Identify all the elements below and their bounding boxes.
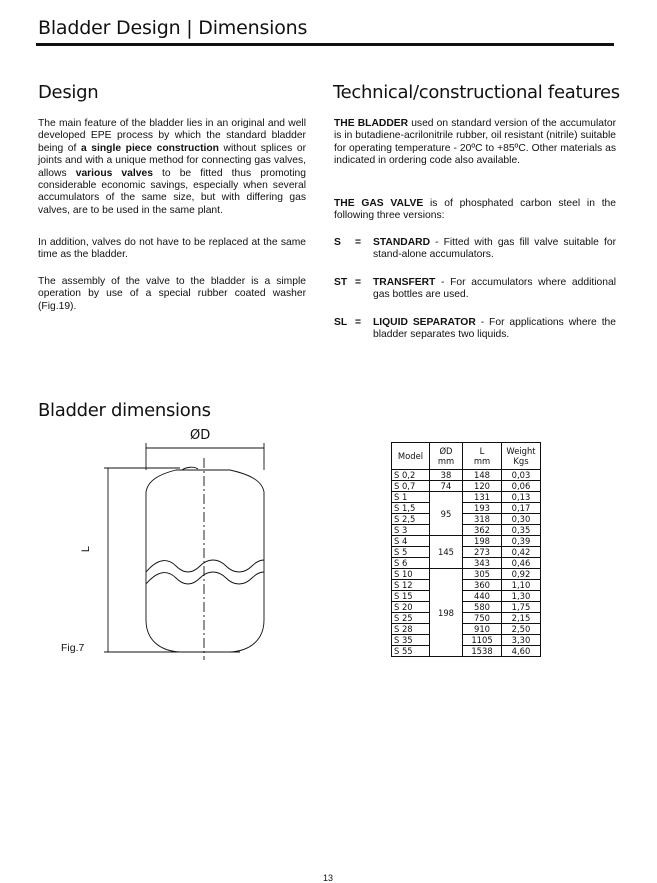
cell-weight: 0,42	[502, 547, 541, 558]
header-model: Model	[392, 443, 430, 470]
cell-weight: 4,60	[502, 646, 541, 657]
cell-weight: 2,50	[502, 624, 541, 635]
design-paragraph-1: The main feature of the bladder lies in an original and well developed EPE process by which the standard bladder being of a single piece construction without splices or joints and with a unique method for connecting gas valves, allows various valves to be fitted thus promoting considerable economic savings, especially when several accumulators of the same size, but with differing gas valves, are to be used in the same plant.	[38, 118, 307, 216]
cell-length: 120	[463, 481, 502, 492]
table-row	[392, 503, 541, 514]
cell-od: 198	[430, 569, 463, 657]
cell-model: S 35	[392, 635, 430, 646]
cell-length: 1538	[463, 646, 502, 657]
version-description: TRANSFERT - For accumulators where additional gas bottles are used.	[373, 277, 616, 301]
cell-length: 193	[463, 503, 502, 514]
cell-length: 198	[463, 536, 502, 547]
cell-model: S 0,7	[392, 481, 430, 492]
cell-length: 362	[463, 525, 502, 536]
dimensions-title: Bladder dimensions	[38, 400, 211, 421]
cell-model: S 5	[392, 547, 430, 558]
page-number: 13	[323, 873, 334, 883]
header-length: L mm	[463, 443, 502, 470]
cell-length: 580	[463, 602, 502, 613]
cell-weight: 1,30	[502, 591, 541, 602]
design-paragraph-3: The assembly of the valve to the bladder is a simple operation by use of a special rubber coated washer (Fig.19).	[38, 276, 306, 312]
cell-length: 305	[463, 569, 502, 580]
page-header-title: Bladder Design | Dimensions	[38, 17, 308, 39]
version-description: LIQUID SEPARATOR - For applications where the bladder separates two liquids.	[373, 317, 617, 341]
cell-length: 360	[463, 580, 502, 591]
cell-model: S 2,5	[392, 514, 430, 525]
cell-model: S 15	[392, 591, 430, 602]
table-row	[392, 602, 541, 613]
table-row	[392, 635, 541, 646]
table-row	[392, 492, 541, 503]
fold-line-lower	[146, 572, 264, 584]
features-title: Technical/constructional features	[333, 82, 620, 103]
cell-weight: 0,13	[502, 492, 541, 503]
cell-length: 1105	[463, 635, 502, 646]
cell-weight: 3,30	[502, 635, 541, 646]
cell-length: 131	[463, 492, 502, 503]
cell-length: 440	[463, 591, 502, 602]
cell-length: 273	[463, 547, 502, 558]
cell-model: S 25	[392, 613, 430, 624]
cell-model: S 12	[392, 580, 430, 591]
cell-model: S 6	[392, 558, 430, 569]
header-weight: Weight Kgs	[502, 443, 541, 470]
version-code: S	[334, 237, 341, 248]
cell-length: 750	[463, 613, 502, 624]
cell-weight: 0,92	[502, 569, 541, 580]
table-row	[392, 470, 541, 481]
design-title: Design	[38, 82, 99, 103]
cell-weight: 2,15	[502, 613, 541, 624]
cell-od: 95	[430, 492, 463, 536]
cell-weight: 0,03	[502, 470, 541, 481]
cell-weight: 0,35	[502, 525, 541, 536]
cell-model: S 55	[392, 646, 430, 657]
table-header-row	[392, 443, 541, 470]
cell-length: 148	[463, 470, 502, 481]
table-row	[392, 646, 541, 657]
cell-weight: 0,39	[502, 536, 541, 547]
cell-model: S 20	[392, 602, 430, 613]
table-row	[392, 580, 541, 591]
cell-length: 343	[463, 558, 502, 569]
cell-model: S 0,2	[392, 470, 430, 481]
version-equals: =	[355, 317, 362, 328]
table-row	[392, 613, 541, 624]
version-description: STANDARD - Fitted with gas fill valve suitable for stand-alone accumulators.	[373, 237, 616, 261]
cell-model: S 10	[392, 569, 430, 580]
cell-model: S 1,5	[392, 503, 430, 514]
version-code: ST	[334, 277, 348, 288]
cell-weight: 1,75	[502, 602, 541, 613]
cell-model: S 4	[392, 536, 430, 547]
figure-label: Fig.7	[61, 642, 85, 654]
version-equals: =	[355, 277, 362, 288]
table-row	[392, 591, 541, 602]
table-row	[392, 547, 541, 558]
cell-weight: 0,06	[502, 481, 541, 492]
cell-weight: 1,10	[502, 580, 541, 591]
version-code: SL	[334, 317, 348, 328]
table-row	[392, 558, 541, 569]
bladder-dimensions-table	[391, 442, 541, 657]
table-row	[392, 624, 541, 635]
table-row	[392, 481, 541, 492]
cell-od: 38	[430, 470, 463, 481]
cell-weight: 0,46	[502, 558, 541, 569]
header-od: ØD mm	[430, 443, 463, 470]
cell-length: 910	[463, 624, 502, 635]
cell-od: 74	[430, 481, 463, 492]
version-equals: =	[355, 237, 362, 248]
table-row	[392, 569, 541, 580]
features-paragraph-1: THE BLADDER used on standard version of the accumulator is in butadiene-acrilonitrile rubber, oil resistant (nitrile) suitable for operating temperature - 20ºC to +85ºC. Other materials as indicated in ordering code also available.	[334, 118, 616, 167]
table-row	[392, 525, 541, 536]
fold-line-upper	[146, 560, 264, 572]
design-paragraph-2: In addition, valves do not have to be replaced at the same time as the bladder.	[38, 237, 306, 261]
cell-weight: 0,30	[502, 514, 541, 525]
od-dimension-label: ØD	[190, 428, 211, 443]
cell-model: S 1	[392, 492, 430, 503]
cell-weight: 0,17	[502, 503, 541, 514]
features-paragraph-2: THE GAS VALVE is of phosphated carbon steel in the following three versions:	[334, 198, 617, 222]
length-dimension-label: L	[80, 545, 93, 553]
table-row	[392, 536, 541, 547]
cell-model: S 3	[392, 525, 430, 536]
cell-length: 318	[463, 514, 502, 525]
cell-od: 145	[430, 536, 463, 569]
table-row	[392, 514, 541, 525]
cell-model: S 28	[392, 624, 430, 635]
